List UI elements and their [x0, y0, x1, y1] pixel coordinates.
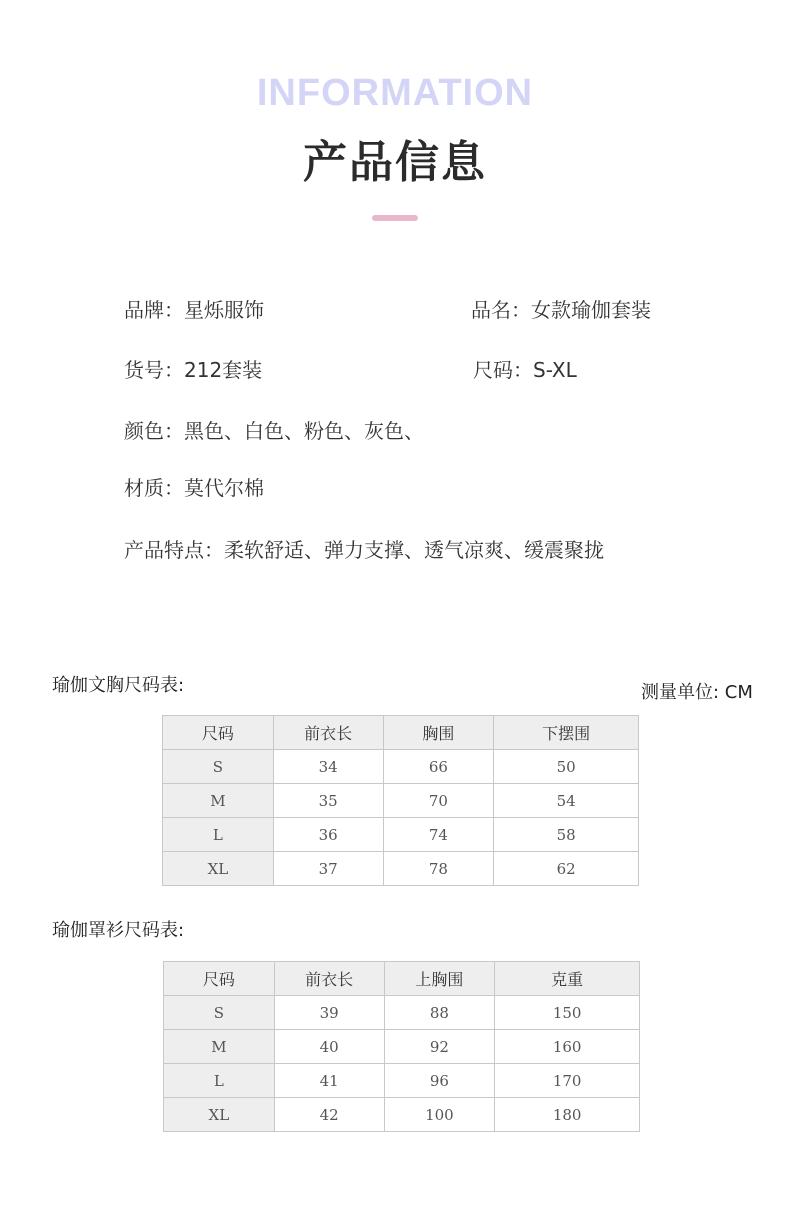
- header-cell: 尺码: [163, 716, 274, 750]
- material-field: 材质：莫代尔棉: [124, 476, 264, 500]
- size-cell: XL: [163, 852, 274, 886]
- table-cell: 74: [383, 818, 494, 852]
- table-cell: 170: [495, 1064, 640, 1098]
- measurement-unit-label: 测量单位: CM: [641, 682, 753, 703]
- table-row: [163, 784, 639, 818]
- size-cell: S: [164, 996, 275, 1030]
- table-cell: 40: [274, 1030, 384, 1064]
- header-cell: 胸围: [383, 716, 494, 750]
- product-name-field: 品名：女款瑜伽套装: [471, 298, 651, 322]
- table-row: [164, 1098, 640, 1132]
- color-field: 颜色：黑色、白色、粉色、灰色、: [124, 419, 424, 443]
- size-cell: M: [164, 1030, 275, 1064]
- size-range-field: 尺码：S-XL: [473, 358, 577, 382]
- table-cell: 42: [274, 1098, 384, 1132]
- table-cell: 34: [273, 750, 383, 784]
- table-cell: 96: [384, 1064, 495, 1098]
- table-cell: 36: [273, 818, 383, 852]
- header-cell: 克重: [495, 962, 640, 996]
- table-cell: 35: [273, 784, 383, 818]
- header-cell: 前衣长: [274, 962, 384, 996]
- table-row: [163, 750, 639, 784]
- table-cell: 70: [383, 784, 494, 818]
- table-header-row: [164, 962, 640, 996]
- table-cell: 66: [383, 750, 494, 784]
- table-cell: 58: [494, 818, 639, 852]
- table-cell: 50: [494, 750, 639, 784]
- table-cell: 88: [384, 996, 495, 1030]
- features-field: 产品特点：柔软舒适、弹力支撑、透气凉爽、缓震聚拢: [124, 538, 604, 562]
- header-cell: 下摆围: [494, 716, 639, 750]
- table-row: [164, 1030, 640, 1064]
- top-size-table-title: 瑜伽罩衫尺码表:: [52, 920, 185, 941]
- item-number-field: 货号：212套装: [124, 358, 263, 382]
- header-cell: 上胸围: [384, 962, 495, 996]
- table-row: [164, 996, 640, 1030]
- table-header-row: [163, 716, 639, 750]
- table-cell: 150: [495, 996, 640, 1030]
- table-cell: 54: [494, 784, 639, 818]
- section-title-chinese: 产品信息: [303, 137, 487, 188]
- section-title-english: INFORMATION: [256, 72, 534, 114]
- table-cell: 78: [383, 852, 494, 886]
- table-cell: 92: [384, 1030, 495, 1064]
- header-cell: 尺码: [164, 962, 275, 996]
- header-cell: 前衣长: [273, 716, 383, 750]
- top-size-table: [163, 961, 640, 1132]
- title-accent-bar: [372, 215, 418, 221]
- table-cell: 37: [273, 852, 383, 886]
- brand-field: 品牌：星烁服饰: [124, 298, 264, 322]
- table-row: [163, 818, 639, 852]
- table-cell: 180: [495, 1098, 640, 1132]
- table-cell: 160: [495, 1030, 640, 1064]
- bra-size-table: [162, 715, 639, 886]
- table-row: [163, 852, 639, 886]
- table-cell: 62: [494, 852, 639, 886]
- table-cell: 100: [384, 1098, 495, 1132]
- bra-size-table-title: 瑜伽文胸尺码表:: [52, 675, 185, 696]
- size-cell: S: [163, 750, 274, 784]
- size-cell: L: [164, 1064, 275, 1098]
- size-cell: L: [163, 818, 274, 852]
- table-cell: 39: [274, 996, 384, 1030]
- table-cell: 41: [274, 1064, 384, 1098]
- size-cell: XL: [164, 1098, 275, 1132]
- size-cell: M: [163, 784, 274, 818]
- table-row: [164, 1064, 640, 1098]
